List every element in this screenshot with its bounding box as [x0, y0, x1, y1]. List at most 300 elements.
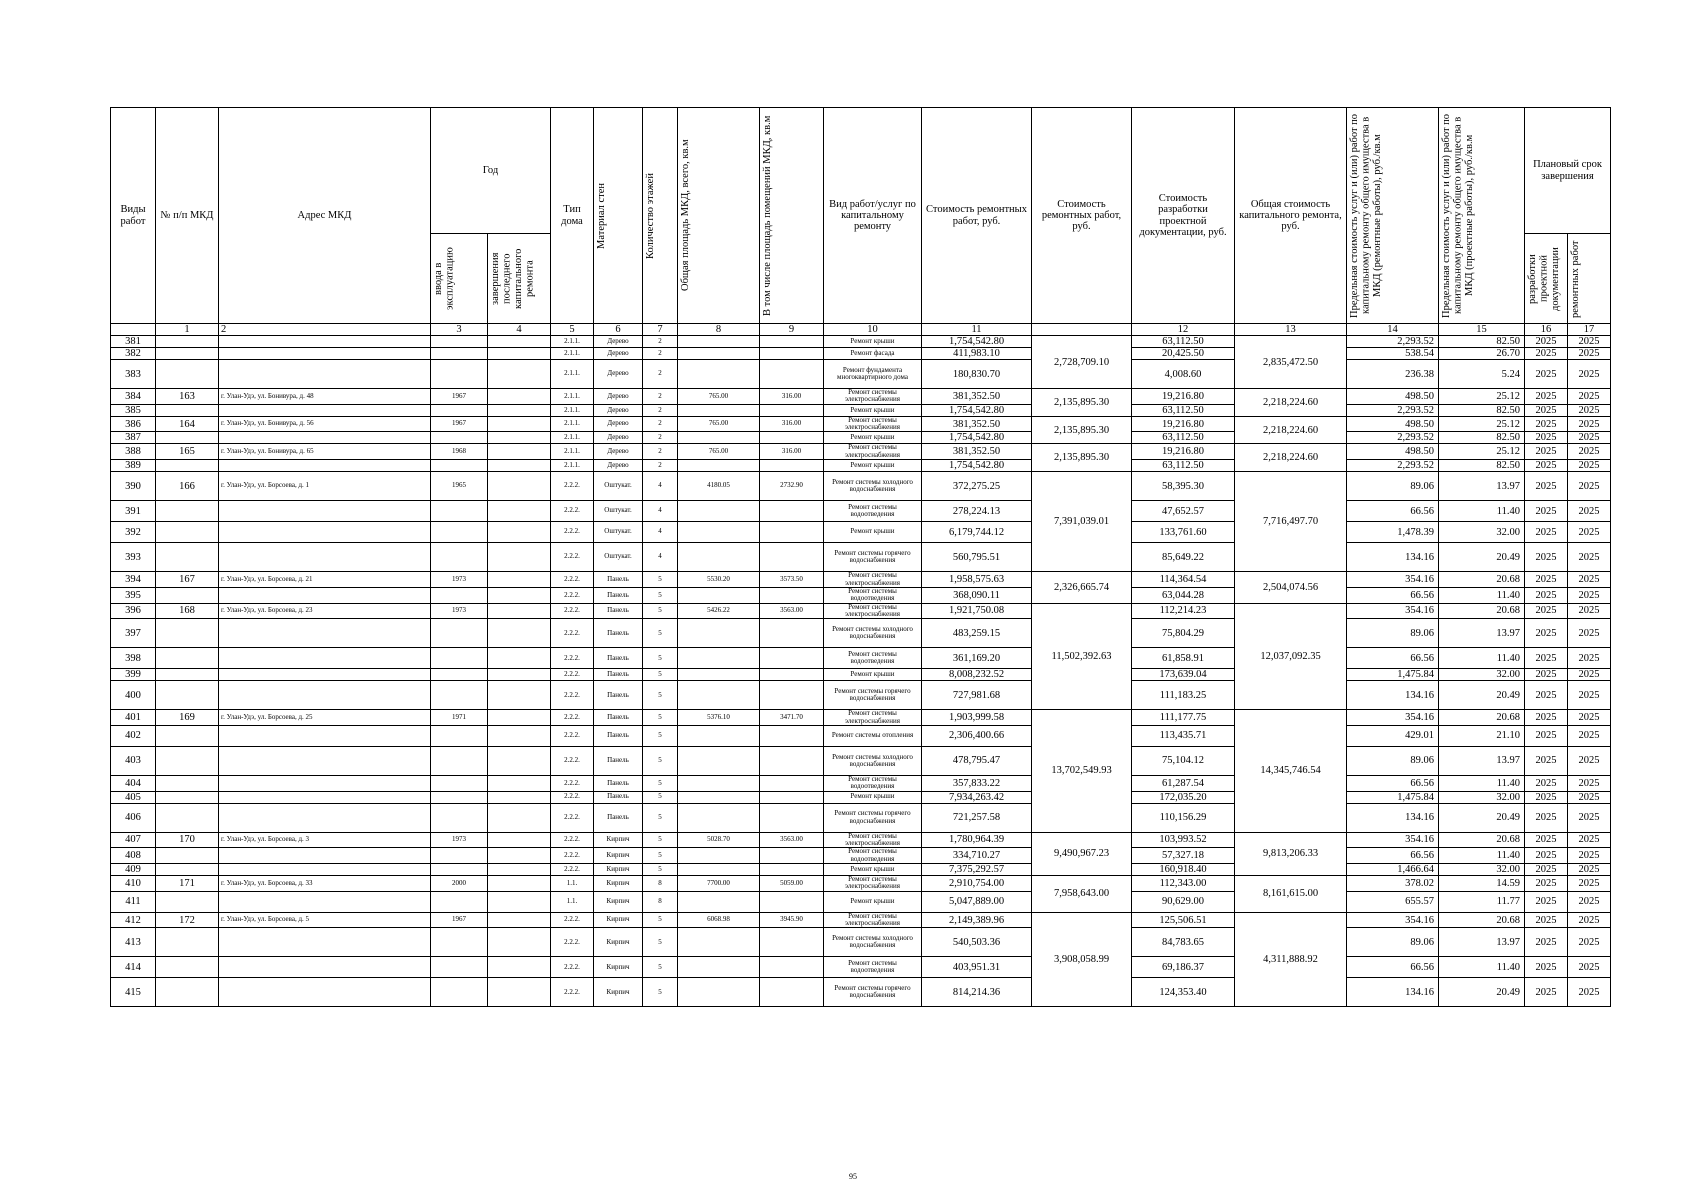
area-total: [678, 725, 760, 746]
year-commission: 1973: [431, 832, 488, 848]
header-repair-cost: Стоимость ремонтных работ, руб.: [922, 108, 1032, 324]
mkd-address: [219, 669, 431, 681]
year-commission: 1965: [431, 472, 488, 501]
mkd-address: [219, 348, 431, 360]
wall-material: Панель: [594, 775, 643, 791]
repair-cost: 1,754,542.80: [922, 432, 1032, 444]
area-rooms: [760, 957, 824, 978]
repair-cost: 372,275.25: [922, 472, 1032, 501]
total-cost: 2,218,224.60: [1235, 416, 1347, 444]
row-number: 401: [111, 710, 156, 726]
area-total: 4180.05: [678, 472, 760, 501]
plan-year-repair: 2025: [1568, 432, 1611, 444]
year-commission: [431, 891, 488, 912]
limit-repair: 354.16: [1347, 912, 1439, 928]
row-number: 391: [111, 501, 156, 522]
limit-project: 82.50: [1439, 404, 1525, 416]
floors: 5: [643, 957, 678, 978]
year-last-repair: [488, 336, 551, 348]
plan-year-project: 2025: [1525, 725, 1568, 746]
row-number: 410: [111, 876, 156, 892]
year-last-repair: [488, 572, 551, 588]
year-commission: [431, 746, 488, 775]
plan-year-repair: 2025: [1568, 876, 1611, 892]
limit-repair: 89.06: [1347, 472, 1439, 501]
limit-project: 25.12: [1439, 389, 1525, 405]
area-rooms: 2732.90: [760, 472, 824, 501]
table-row: [111, 891, 1611, 912]
work-type: Ремонт системы водоотведения: [824, 501, 922, 522]
limit-project: 20.49: [1439, 543, 1525, 572]
year-commission: [431, 957, 488, 978]
area-rooms: 316.00: [760, 389, 824, 405]
wall-material: Дерево: [594, 416, 643, 432]
year-last-repair: [488, 648, 551, 669]
plan-year-repair: 2025: [1568, 864, 1611, 876]
mkd-number: [156, 460, 219, 472]
plan-year-project: 2025: [1525, 775, 1568, 791]
plan-year-project: 2025: [1525, 460, 1568, 472]
row-number: 412: [111, 912, 156, 928]
house-type: 2.2.2.: [551, 791, 594, 803]
project-cost: 112,343.00: [1132, 876, 1235, 892]
area-rooms: [760, 746, 824, 775]
year-last-repair: [488, 404, 551, 416]
repair-cost: 403,951.31: [922, 957, 1032, 978]
limit-project: 32.00: [1439, 791, 1525, 803]
area-total: [678, 848, 760, 864]
repair-cost: 334,710.27: [922, 848, 1032, 864]
floors: 2: [643, 348, 678, 360]
area-total: [678, 928, 760, 957]
plan-year-project: 2025: [1525, 912, 1568, 928]
limit-project: 13.97: [1439, 928, 1525, 957]
house-type: 2.1.1.: [551, 460, 594, 472]
year-commission: [431, 360, 488, 389]
repair-cost: 411,983.10: [922, 348, 1032, 360]
limit-repair: 354.16: [1347, 572, 1439, 588]
area-rooms: 3471.70: [760, 710, 824, 726]
project-cost: 124,353.40: [1132, 978, 1235, 1007]
house-type: 2.2.2.: [551, 864, 594, 876]
project-cost: 47,652.57: [1132, 501, 1235, 522]
year-commission: 1973: [431, 572, 488, 588]
table-row: [111, 501, 1611, 522]
plan-year-project: 2025: [1525, 746, 1568, 775]
project-cost: 110,156.29: [1132, 803, 1235, 832]
total-cost: 7,716,497.70: [1235, 472, 1347, 572]
row-number: 394: [111, 572, 156, 588]
limit-repair: 2,293.52: [1347, 460, 1439, 472]
plan-year-repair: 2025: [1568, 912, 1611, 928]
mkd-address: г. Улан-Удэ, ул. Бонивура, д. 65: [219, 444, 431, 460]
repair-cost: 1,903,999.58: [922, 710, 1032, 726]
column-number: 4: [488, 324, 551, 336]
year-last-repair: [488, 543, 551, 572]
limit-project: 20.49: [1439, 978, 1525, 1007]
plan-year-repair: 2025: [1568, 681, 1611, 710]
work-type: Ремонт системы водоотведения: [824, 587, 922, 603]
table-row: [111, 746, 1611, 775]
mkd-number: 172: [156, 912, 219, 928]
area-rooms: [760, 336, 824, 348]
wall-material: Панель: [594, 803, 643, 832]
area-total: [678, 619, 760, 648]
mkd-number: [156, 957, 219, 978]
year-commission: 1973: [431, 603, 488, 619]
limit-project: 11.40: [1439, 848, 1525, 864]
area-rooms: 5059.00: [760, 876, 824, 892]
mkd-address: г. Улан-Удэ, ул. Борсоева, д. 21: [219, 572, 431, 588]
row-number: 386: [111, 416, 156, 432]
mkd-number: [156, 648, 219, 669]
area-rooms: [760, 775, 824, 791]
table-row: [111, 669, 1611, 681]
mkd-address: г. Улан-Удэ, ул. Борсоева, д. 1: [219, 472, 431, 501]
work-type: Ремонт фасада: [824, 348, 922, 360]
house-type: 2.2.2.: [551, 472, 594, 501]
work-type: Ремонт системы горячего водоснабжения: [824, 543, 922, 572]
area-total: 765.00: [678, 444, 760, 460]
year-last-repair: [488, 775, 551, 791]
limit-project: 13.97: [1439, 619, 1525, 648]
house-type: 2.2.2.: [551, 681, 594, 710]
header-work-type: Вид работ/услуг по капитальному ремонту: [824, 108, 922, 324]
wall-material: Панель: [594, 587, 643, 603]
wall-material: Панель: [594, 669, 643, 681]
work-type: Ремонт крыши: [824, 669, 922, 681]
repair-cost: 381,352.50: [922, 444, 1032, 460]
table-row: [111, 587, 1611, 603]
limit-repair: 66.56: [1347, 848, 1439, 864]
mkd-address: [219, 746, 431, 775]
row-number: 393: [111, 543, 156, 572]
limit-repair: 236.38: [1347, 360, 1439, 389]
area-rooms: 3563.00: [760, 832, 824, 848]
mkd-address: [219, 460, 431, 472]
column-number: 3: [431, 324, 488, 336]
mkd-address: [219, 803, 431, 832]
area-rooms: [760, 669, 824, 681]
project-cost: 69,186.37: [1132, 957, 1235, 978]
table-row: [111, 444, 1611, 460]
area-total: [678, 891, 760, 912]
work-type: Ремонт системы электроснабжения: [824, 832, 922, 848]
work-type: Ремонт системы горячего водоснабжения: [824, 978, 922, 1007]
plan-year-repair: 2025: [1568, 572, 1611, 588]
limit-project: 82.50: [1439, 432, 1525, 444]
row-number: 415: [111, 978, 156, 1007]
plan-year-project: 2025: [1525, 587, 1568, 603]
year-last-repair: [488, 928, 551, 957]
floors: 4: [643, 472, 678, 501]
plan-year-repair: 2025: [1568, 619, 1611, 648]
year-last-repair: [488, 864, 551, 876]
plan-year-repair: 2025: [1568, 416, 1611, 432]
work-type: Ремонт системы электроснабжения: [824, 389, 922, 405]
plan-year-repair: 2025: [1568, 522, 1611, 543]
house-type: 2.2.2.: [551, 746, 594, 775]
plan-year-project: 2025: [1525, 619, 1568, 648]
table-row: [111, 472, 1611, 501]
limit-project: 82.50: [1439, 460, 1525, 472]
header-project-cost: Стоимость разработки проектной документации, руб.: [1132, 108, 1235, 324]
work-type: Ремонт системы холодного водоснабжения: [824, 472, 922, 501]
mkd-address: [219, 891, 431, 912]
plan-year-project: 2025: [1525, 876, 1568, 892]
project-cost: 61,858.91: [1132, 648, 1235, 669]
year-last-repair: [488, 710, 551, 726]
project-cost: 111,177.75: [1132, 710, 1235, 726]
limit-repair: 538.54: [1347, 348, 1439, 360]
total-cost: 2,835,472.50: [1235, 336, 1347, 389]
mkd-address: [219, 501, 431, 522]
wall-material: Дерево: [594, 360, 643, 389]
mkd-number: 165: [156, 444, 219, 460]
plan-year-project: 2025: [1525, 543, 1568, 572]
mkd-number: [156, 891, 219, 912]
header-repair-cost-total: Стоимость ремонтных работ, руб.: [1032, 108, 1132, 324]
area-total: [678, 681, 760, 710]
work-type: Ремонт системы водоотведения: [824, 648, 922, 669]
year-commission: [431, 775, 488, 791]
house-type: 2.1.1.: [551, 389, 594, 405]
mkd-number: 167: [156, 572, 219, 588]
column-number: [111, 324, 156, 336]
mkd-number: [156, 848, 219, 864]
project-cost: 63,112.50: [1132, 432, 1235, 444]
column-number: 10: [824, 324, 922, 336]
repair-cost: 278,224.13: [922, 501, 1032, 522]
project-cost: 125,506.51: [1132, 912, 1235, 928]
column-number: 17: [1568, 324, 1611, 336]
wall-material: Панель: [594, 603, 643, 619]
table-row: [111, 957, 1611, 978]
work-type: Ремонт системы электроснабжения: [824, 912, 922, 928]
wall-material: Дерево: [594, 389, 643, 405]
floors: 5: [643, 775, 678, 791]
limit-repair: 89.06: [1347, 619, 1439, 648]
year-last-repair: [488, 791, 551, 803]
year-commission: [431, 587, 488, 603]
mkd-address: [219, 648, 431, 669]
row-number: 408: [111, 848, 156, 864]
house-type: 2.2.2.: [551, 603, 594, 619]
house-type: 2.2.2.: [551, 619, 594, 648]
limit-project: 32.00: [1439, 864, 1525, 876]
year-commission: [431, 848, 488, 864]
house-type: 2.2.2.: [551, 832, 594, 848]
mkd-number: [156, 725, 219, 746]
total-cost: 14,345,746.54: [1235, 710, 1347, 832]
limit-repair: 2,293.52: [1347, 336, 1439, 348]
repair-cost: 478,795.47: [922, 746, 1032, 775]
project-cost: 103,993.52: [1132, 832, 1235, 848]
mkd-address: [219, 725, 431, 746]
plan-year-repair: 2025: [1568, 928, 1611, 957]
area-total: [678, 791, 760, 803]
wall-material: Кирпич: [594, 891, 643, 912]
house-type: 2.1.1.: [551, 432, 594, 444]
area-rooms: [760, 522, 824, 543]
repair-cost-total: 9,490,967.23: [1032, 832, 1132, 875]
floors: 8: [643, 876, 678, 892]
floors: 5: [643, 681, 678, 710]
row-number: 403: [111, 746, 156, 775]
mkd-address: [219, 404, 431, 416]
repair-cost-total: 7,958,643.00: [1032, 876, 1132, 913]
row-number: 384: [111, 389, 156, 405]
work-type: Ремонт системы горячего водоснабжения: [824, 803, 922, 832]
mkd-number: [156, 360, 219, 389]
house-type: 2.2.2.: [551, 522, 594, 543]
table-row: [111, 572, 1611, 588]
year-commission: [431, 404, 488, 416]
total-cost: 2,218,224.60: [1235, 389, 1347, 417]
column-number: 15: [1439, 324, 1525, 336]
year-commission: [431, 803, 488, 832]
plan-year-repair: 2025: [1568, 404, 1611, 416]
floors: 4: [643, 543, 678, 572]
floors: 5: [643, 803, 678, 832]
row-number: 413: [111, 928, 156, 957]
floors: 5: [643, 669, 678, 681]
floors: 2: [643, 432, 678, 444]
work-type: Ремонт крыши: [824, 891, 922, 912]
repair-cost-total: 11,502,392.63: [1032, 603, 1132, 710]
floors: 4: [643, 522, 678, 543]
floors: 2: [643, 360, 678, 389]
table-row: [111, 791, 1611, 803]
work-type: Ремонт крыши: [824, 864, 922, 876]
floors: 8: [643, 891, 678, 912]
mkd-number: [156, 432, 219, 444]
mkd-number: [156, 348, 219, 360]
column-numbers-row: [111, 324, 1611, 336]
row-number: 405: [111, 791, 156, 803]
row-number: 407: [111, 832, 156, 848]
mkd-address: г. Улан-Удэ, ул. Борсоева, д. 3: [219, 832, 431, 848]
table-row: [111, 416, 1611, 432]
year-commission: 2000: [431, 876, 488, 892]
work-type: Ремонт системы электроснабжения: [824, 444, 922, 460]
table-row: [111, 648, 1611, 669]
table-row: [111, 404, 1611, 416]
year-last-repair: [488, 472, 551, 501]
limit-repair: 1,478.39: [1347, 522, 1439, 543]
mkd-address: [219, 522, 431, 543]
floors: 5: [643, 587, 678, 603]
table-row: [111, 543, 1611, 572]
area-total: [678, 957, 760, 978]
mkd-address: [219, 432, 431, 444]
row-number: 392: [111, 522, 156, 543]
header-limit-project: Предельная стоимость услуг и (или) работ по капитальному ремонту общего имущества в МКД (проектные работы), руб./кв.м: [1439, 108, 1525, 324]
year-last-repair: [488, 746, 551, 775]
work-type: Ремонт системы электроснабжения: [824, 416, 922, 432]
plan-year-repair: 2025: [1568, 543, 1611, 572]
limit-repair: 354.16: [1347, 603, 1439, 619]
repair-cost: 180,830.70: [922, 360, 1032, 389]
repair-cost-total: 2,326,665.74: [1032, 572, 1132, 603]
limit-repair: 89.06: [1347, 928, 1439, 957]
mkd-number: [156, 619, 219, 648]
plan-year-repair: 2025: [1568, 725, 1611, 746]
year-commission: [431, 681, 488, 710]
limit-project: 21.10: [1439, 725, 1525, 746]
work-type: Ремонт системы электроснабжения: [824, 710, 922, 726]
wall-material: Дерево: [594, 460, 643, 472]
wall-material: Кирпич: [594, 876, 643, 892]
house-type: 2.2.2.: [551, 978, 594, 1007]
project-cost: 63,044.28: [1132, 587, 1235, 603]
plan-year-project: 2025: [1525, 891, 1568, 912]
header-area-rooms: В том числе площадь помещений МКД, кв.м: [760, 108, 824, 324]
year-last-repair: [488, 619, 551, 648]
year-last-repair: [488, 957, 551, 978]
plan-year-project: 2025: [1525, 803, 1568, 832]
plan-year-project: 2025: [1525, 848, 1568, 864]
limit-project: 32.00: [1439, 669, 1525, 681]
year-last-repair: [488, 669, 551, 681]
area-total: 7700.00: [678, 876, 760, 892]
work-type: Ремонт крыши: [824, 336, 922, 348]
area-rooms: [760, 928, 824, 957]
repair-cost: 357,833.22: [922, 775, 1032, 791]
wall-material: Панель: [594, 791, 643, 803]
project-cost: 63,112.50: [1132, 404, 1235, 416]
column-number: 2: [219, 324, 431, 336]
repair-cost-total: 7,391,039.01: [1032, 472, 1132, 572]
plan-year-project: 2025: [1525, 444, 1568, 460]
area-total: [678, 460, 760, 472]
project-cost: 133,761.60: [1132, 522, 1235, 543]
repair-cost: 361,169.20: [922, 648, 1032, 669]
table-row: [111, 912, 1611, 928]
table-row: [111, 522, 1611, 543]
row-number: 385: [111, 404, 156, 416]
limit-project: 11.77: [1439, 891, 1525, 912]
house-type: 2.2.2.: [551, 710, 594, 726]
project-cost: 19,216.80: [1132, 416, 1235, 432]
table-row: [111, 725, 1611, 746]
mkd-number: [156, 501, 219, 522]
plan-year-repair: 2025: [1568, 389, 1611, 405]
plan-year-project: 2025: [1525, 336, 1568, 348]
repair-cost: 5,047,889.00: [922, 891, 1032, 912]
project-cost: 173,639.04: [1132, 669, 1235, 681]
area-total: [678, 522, 760, 543]
plan-year-repair: 2025: [1568, 978, 1611, 1007]
row-number: 396: [111, 603, 156, 619]
house-type: 2.2.2.: [551, 572, 594, 588]
year-last-repair: [488, 912, 551, 928]
plan-year-project: 2025: [1525, 603, 1568, 619]
repair-cost: 727,981.68: [922, 681, 1032, 710]
plan-year-repair: 2025: [1568, 444, 1611, 460]
area-rooms: [760, 619, 824, 648]
mkd-number: 170: [156, 832, 219, 848]
limit-project: 25.12: [1439, 444, 1525, 460]
wall-material: Дерево: [594, 348, 643, 360]
project-cost: 57,327.18: [1132, 848, 1235, 864]
limit-project: 20.68: [1439, 603, 1525, 619]
row-number: 409: [111, 864, 156, 876]
house-type: 2.1.1.: [551, 404, 594, 416]
plan-year-project: 2025: [1525, 501, 1568, 522]
column-number: 13: [1235, 324, 1347, 336]
area-rooms: [760, 360, 824, 389]
